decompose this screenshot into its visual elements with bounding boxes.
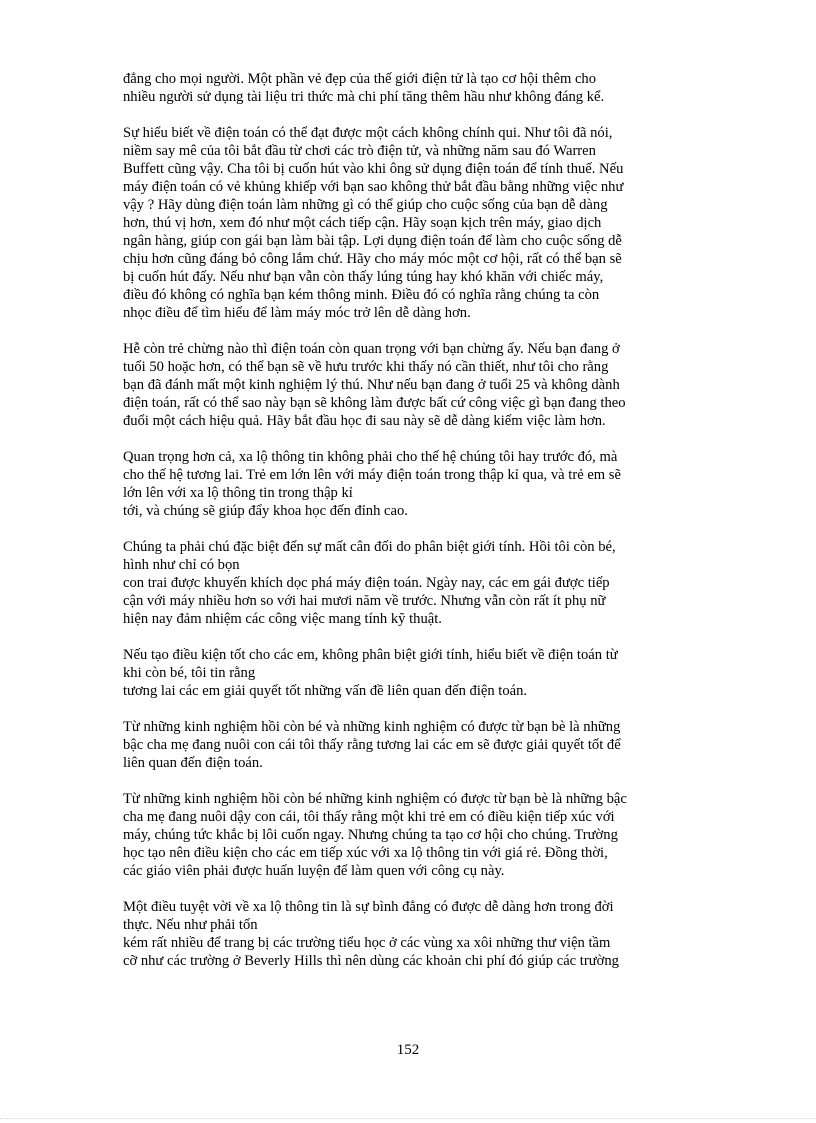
text-line: nhiều người sử dụng tài liệu tri thức mà chi phí tăng thêm hầu như không đáng kể. <box>123 89 605 105</box>
text-line: Sự hiểu biết về điện toán có thể đạt được một cách không chính qui. Như tôi đã nói, <box>123 125 613 141</box>
paragraph <box>123 340 701 430</box>
text-line: máy, chúng tức khắc bị lôi cuốn ngay. Nhưng chúng ta tạo cơ hội cho chúng. Trường <box>123 827 618 843</box>
text-line: khi còn bé, tôi tin rằng <box>123 665 256 681</box>
text-line: đuổi một cách hiệu quả. Hãy bắt đầu học đi sau này sẽ dễ dàng kiếm việc làm hơn. <box>123 413 606 429</box>
text-line: Buffett cũng vậy. Cha tôi bị cuốn hút vào khi ông sử dụng điện toán để tính thuế. Nếu <box>123 161 624 177</box>
text-line: ngân hàng, giúp con gái bạn làm bài tập. Lợi dụng điện toán để làm cho cuộc sống dễ <box>123 233 622 249</box>
document-body <box>123 70 701 988</box>
text-line: liên quan đến điện toán. <box>123 755 263 771</box>
text-line: con trai được khuyến khích dọc phá máy điện toán. Ngày nay, các em gái được tiếp <box>123 575 610 591</box>
page-bottom-divider <box>0 1118 816 1119</box>
text-line: Hễ còn trẻ chừng nào thì điện toán còn quan trọng với bạn chừng ấy. Nếu bạn đang ở <box>123 341 620 357</box>
text-line: tuổi 50 hoặc hơn, có thể bạn sẽ về hưu trước khi thấy nó cần thiết, như tôi cho rằng <box>123 359 609 375</box>
paragraph <box>123 646 701 700</box>
text-line: cha mẹ đang nuôi dậy con cái, tôi thấy rằng một khi trẻ em có điều kiện tiếp xúc với <box>123 809 615 825</box>
text-line: tới, và chúng sẽ giúp đẩy khoa học đến đỉnh cao. <box>123 503 408 519</box>
text-line: kém rất nhiều để trang bị các trường tiểu học ở các vùng xa xôi những thư viện tầm <box>123 935 611 951</box>
paragraph <box>123 448 701 520</box>
paragraph <box>123 718 701 772</box>
text-line: chịu hơn cũng đáng bỏ công lắm chứ. Hãy cho máy móc một cơ hội, rất có thể bạn sẽ <box>123 251 622 267</box>
text-line: máy điện toán có vẻ khủng khiếp với bạn sao không thử bắt đầu bằng những việc như <box>123 179 624 195</box>
text-line: bậc cha mẹ đang nuôi con cái tôi thấy rằng tương lai các em sẽ được giải quyết tốt để <box>123 737 621 753</box>
text-line: bị cuốn hút đấy. Nếu như bạn vẫn còn thấy lúng túng hay khó khăn với chiếc máy, <box>123 269 604 285</box>
text-line: thực. Nếu như phải tốn <box>123 917 258 933</box>
text-line: hơn, thú vị hơn, xem đó như một cách tiếp cận. Hãy soạn kịch trên máy, giao dịch <box>123 215 602 231</box>
text-line: lớn lên với xa lộ thông tin trong thập kỉ <box>123 485 353 501</box>
text-line: điện toán, rất có thể sao này bạn sẽ không làm được bất cứ công việc gì bạn đang theo <box>123 395 626 411</box>
paragraph <box>123 898 701 970</box>
text-line: các giáo viên phải được huấn luyện để làm quen với công cụ này. <box>123 863 505 879</box>
text-line: Một điều tuyệt vời về xa lộ thông tin là sự bình đẳng có được dễ dàng hơn trong đời <box>123 899 614 915</box>
text-line: Từ những kinh nghiệm hồi còn bé và những kinh nghiệm có được từ bạn bè là những <box>123 719 621 735</box>
text-line: Nếu tạo điều kiện tốt cho các em, không phân biệt giới tính, hiểu biết về điện toán từ <box>123 647 618 663</box>
text-line: học tạo nên điều kiện cho các em tiếp xúc với xa lộ thông tin với giá rẻ. Đồng thời, <box>123 845 608 861</box>
text-line: vậy ? Hãy dùng điện toán làm những gì có thể giúp cho cuộc sống của bạn dễ dàng <box>123 197 608 213</box>
text-line: Chúng ta phải chú đặc biệt đến sự mất cân đối do phân biệt giới tính. Hồi tôi còn bé, <box>123 539 616 555</box>
text-line: hình như chỉ có bọn <box>123 557 240 573</box>
text-line: hiện nay đảm nhiệm các công việc mang tính kỹ thuật. <box>123 611 442 627</box>
text-line: bạn đã đánh mất một kinh nghiệm lý thú. Như nếu bạn đang ở tuổi 25 và không dành <box>123 377 620 393</box>
text-line: tương lai các em giải quyết tốt những vấn đề liên quan đến điện toán. <box>123 683 528 699</box>
text-line: cho thế hệ tương lai. Trẻ em lớn lên với máy điện toán trong thập kỉ qua, và trẻ em sẽ <box>123 467 621 483</box>
text-line: đẳng cho mọi người. Một phần vẻ đẹp của thế giới điện tử là tạo cơ hội thêm cho <box>123 71 597 87</box>
text-line: cận với máy nhiều hơn so với hai mươi năm về trước. Nhưng vẫn còn rất ít phụ nữ <box>123 593 606 609</box>
page-number: 152 <box>396 1042 420 1058</box>
text-line: Quan trọng hơn cả, xa lộ thông tin không phải cho thế hệ chúng tôi hay trước đó, mà <box>123 449 618 465</box>
paragraph <box>123 124 701 322</box>
paragraph <box>123 538 701 628</box>
text-line: niềm say mê của tôi bắt đầu từ chơi các trò điện tử, và những năm sau đó Warren <box>123 143 596 159</box>
paragraph <box>123 70 701 106</box>
text-line: điều đó không có nghĩa bạn kém thông minh. Điều đó có nghĩa rằng chúng ta còn <box>123 287 600 303</box>
text-line: Từ những kinh nghiệm hồi còn bé những kinh nghiệm có được từ bạn bè là những bậc <box>123 791 627 807</box>
paragraph <box>123 790 701 880</box>
text-line: nhọc điều để tìm hiểu để làm máy móc trở lên dễ dàng hơn. <box>123 305 471 321</box>
text-line: cỡ như các trường ở Beverly Hills thì nên dùng các khoản chi phí đó giúp các trường <box>123 953 619 969</box>
